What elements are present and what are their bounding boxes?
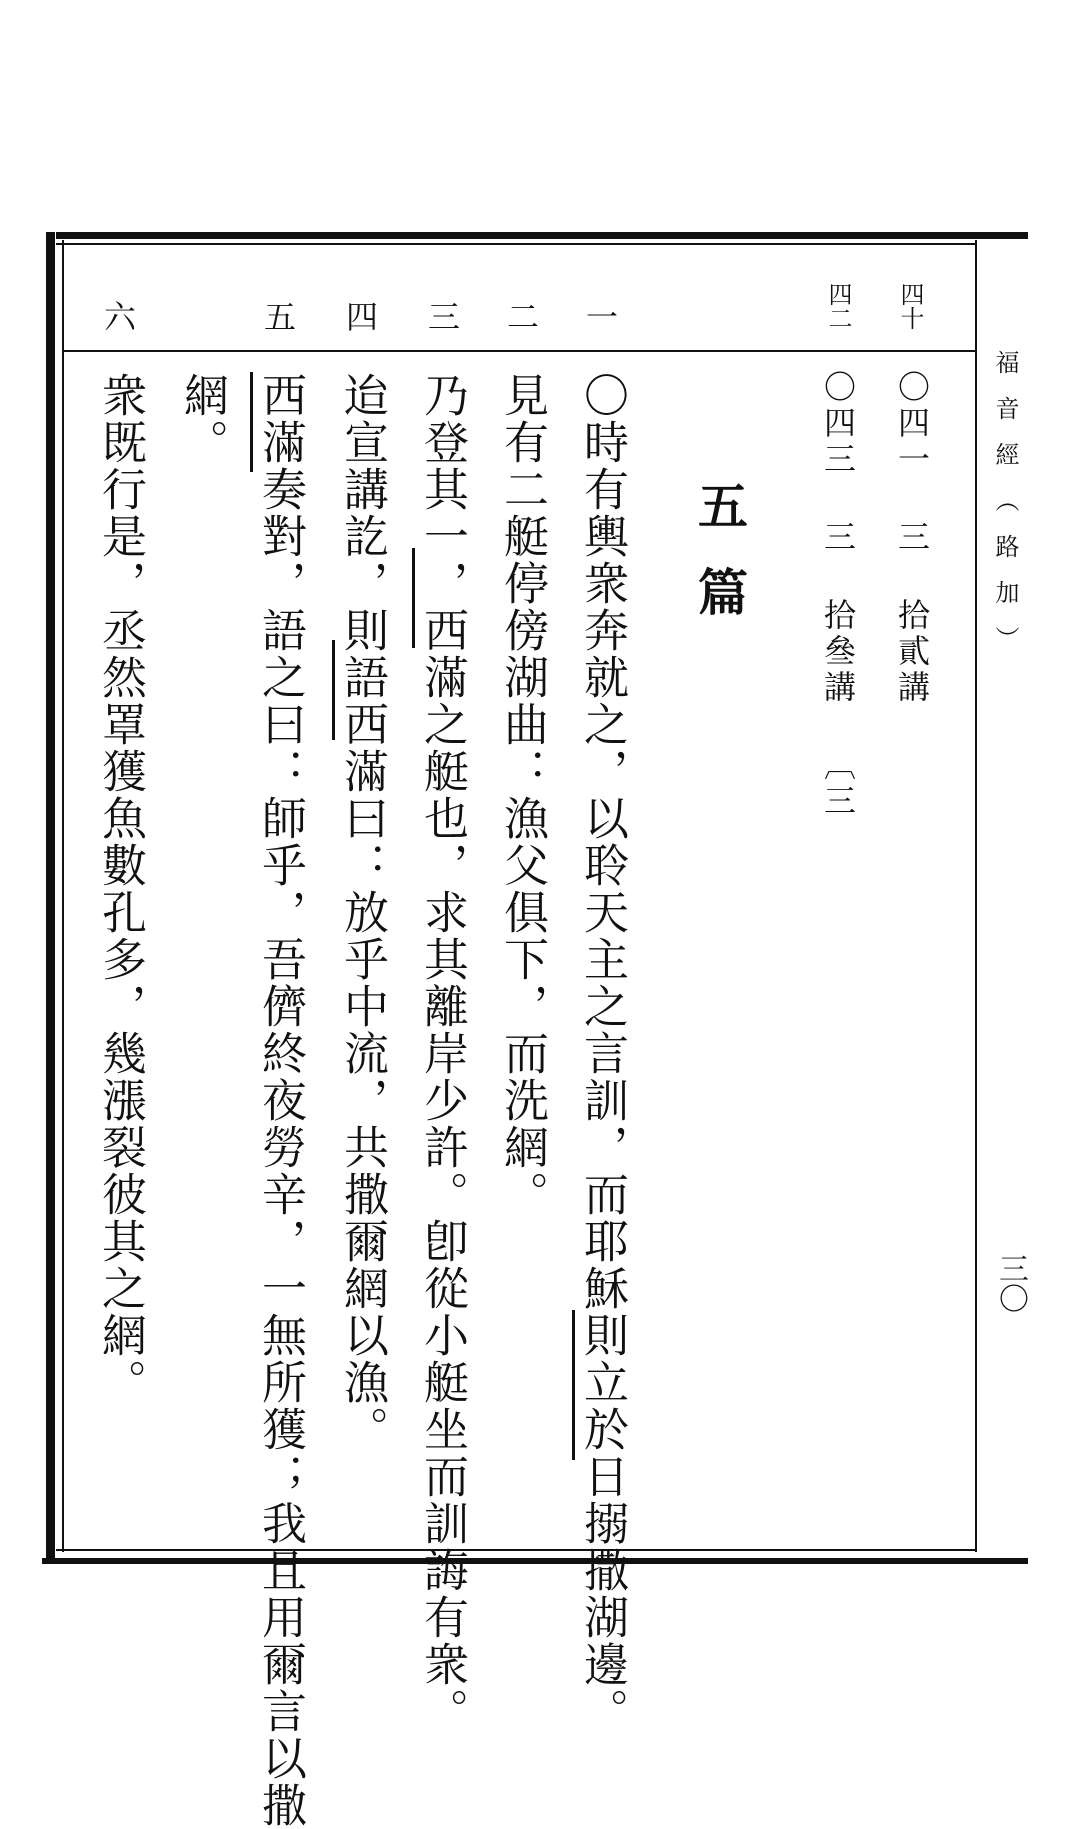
verse-6: 衆既行是，丞然罩獲魚數孔多，幾漲裂彼其之網。 bbox=[94, 372, 147, 1406]
page-number: 三〇 bbox=[993, 1253, 1028, 1313]
verse-5: 西滿奏對，語之曰：師乎，吾儕終夜勞辛，一無所獲；我且用爾言以撒 bbox=[254, 372, 307, 1829]
header-rule bbox=[64, 350, 975, 352]
reference-line-1: 〇四一 三 拾貳講 bbox=[893, 370, 931, 706]
frame-bottom-inner-border bbox=[56, 1549, 976, 1551]
ref-number-b: 四二 bbox=[824, 282, 852, 330]
name-mark-place bbox=[572, 1310, 575, 1460]
name-mark-simon-1 bbox=[412, 548, 415, 648]
frame-right-border bbox=[975, 240, 977, 1552]
frame-top-inner-border bbox=[56, 243, 976, 245]
ref-number-a: 四十 bbox=[896, 282, 924, 330]
verse-2: 見有二艇停傍湖曲：漁父俱下，而洗網。 bbox=[496, 372, 549, 1218]
name-mark-simon-2 bbox=[332, 640, 335, 740]
verse-number-1: 一 bbox=[581, 300, 619, 332]
section-title: 五篇 bbox=[690, 480, 749, 652]
verse-1: 〇時有輿衆奔就之，以聆天主之言訓，而耶穌則立於日搦撒湖邊。 bbox=[576, 372, 629, 1735]
verse-number-4: 四 bbox=[341, 300, 379, 332]
name-mark-simon-3 bbox=[250, 372, 253, 472]
verse-4: 迨宣講訖，則語西滿曰：放乎中流，共撒爾網以漁。 bbox=[336, 372, 389, 1453]
verse-number-2: 二 bbox=[502, 300, 540, 332]
running-title: 福音經（路加） bbox=[991, 350, 1019, 672]
frame-top-border bbox=[56, 232, 1028, 239]
verse-5-continued: 網。 bbox=[176, 372, 229, 466]
frame-left-border bbox=[46, 232, 55, 1564]
reference-line-2: 〇四三 三 拾叄講 〔三 bbox=[819, 370, 857, 820]
frame-left-inner-border bbox=[62, 240, 64, 1552]
frame-bottom-border bbox=[42, 1558, 1028, 1564]
verse-3: 乃登其一，西滿之艇也，求其離岸少許。卽從小艇坐而訓誨有衆。 bbox=[416, 372, 469, 1735]
verse-number-3: 三 bbox=[423, 300, 461, 332]
verse-number-5: 五 bbox=[259, 300, 297, 332]
verse-number-6: 六 bbox=[99, 300, 137, 332]
